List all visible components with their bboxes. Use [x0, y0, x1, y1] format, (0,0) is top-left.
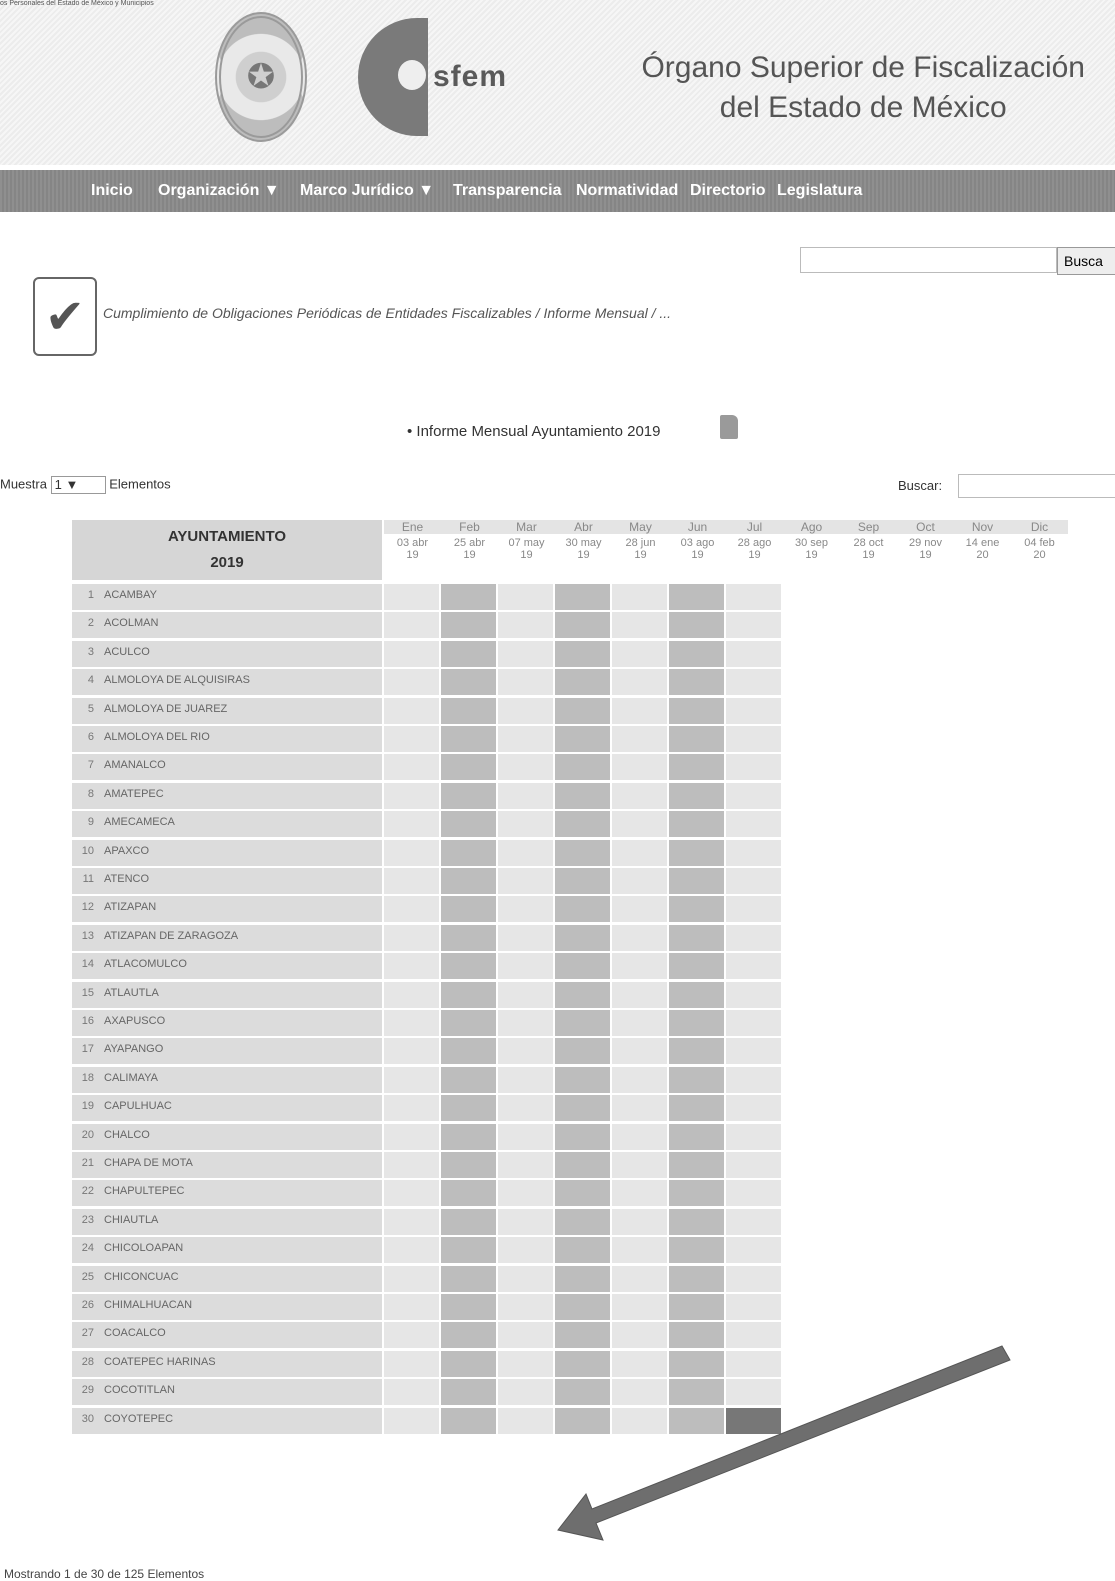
month-name: Dic: [1011, 520, 1068, 534]
nav-organizacion[interactable]: Organización ▼: [158, 182, 280, 199]
header-title: AYUNTAMIENTO: [167, 528, 287, 545]
report-link-label[interactable]: Informe Mensual Ayuntamiento 2019: [416, 423, 661, 440]
row-number: 2: [87, 617, 94, 630]
row-number: 5: [87, 702, 94, 715]
table-search-label: Buscar:: [898, 478, 943, 493]
month-name: Ene: [384, 520, 441, 534]
month-deadline: 30 may: [565, 537, 602, 549]
municipality-name: COCOTITLAN: [104, 1384, 175, 1397]
month-deadline-year: 19: [520, 549, 533, 561]
row-number: 9: [87, 816, 94, 829]
nav-transparencia[interactable]: Transparencia: [453, 182, 562, 199]
report-link[interactable]: • Informe Mensual Ayuntamiento 2019: [407, 423, 661, 440]
municipality-name: AYAPANGO: [104, 1043, 164, 1056]
municipality-name: ALMOLOYA DE ALQUISIRAS: [104, 674, 250, 687]
header-year: 2019: [210, 554, 244, 571]
municipality-name: ACULCO: [104, 645, 150, 658]
row-number: 20: [81, 1128, 94, 1141]
row-number: 1: [87, 589, 94, 601]
row-number: 19: [81, 1100, 94, 1113]
month-name: Nov: [954, 520, 1011, 534]
month-name: Mar: [498, 520, 555, 534]
month-deadline: 03 abr: [396, 537, 429, 549]
month-deadline-year: 19: [805, 549, 818, 561]
row-number: 17: [81, 1043, 94, 1056]
row-number: 8: [87, 787, 94, 800]
site-search-button[interactable]: Busca: [1057, 247, 1115, 275]
row-number: 28: [81, 1355, 94, 1368]
nav-normatividad[interactable]: Normatividad: [576, 182, 679, 199]
month-deadline: 28 jun: [625, 537, 656, 549]
osfem-logo-text: sfem: [433, 60, 508, 93]
month-deadline: 25 abr: [453, 537, 486, 549]
municipality-name: CHAPA DE MOTA: [104, 1157, 193, 1169]
municipality-name: CHIMALHUACAN: [104, 1299, 193, 1311]
municipality-name: CHAPULTEPEC: [104, 1185, 185, 1198]
month-deadline: 28 oct: [853, 537, 884, 549]
row-number: 16: [81, 1015, 94, 1027]
municipality-name: COATEPEC HARINAS: [104, 1355, 216, 1368]
municipality-name: APAXCO: [104, 844, 150, 857]
municipality-name: AMANALCO: [104, 759, 166, 772]
month-deadline-year: 20: [1033, 549, 1046, 561]
municipality-name: ATLAUTLA: [104, 986, 159, 999]
month-name: Jun: [669, 520, 726, 534]
municipality-name: CHICONCUAC: [104, 1270, 179, 1283]
municipality-name: CAPULHUAC: [104, 1100, 172, 1113]
municipality-name: CHIAUTLA: [104, 1213, 159, 1226]
municipality-name: ATIZAPAN: [104, 901, 157, 914]
month-deadline-year: 19: [691, 549, 704, 561]
municipality-name: AXAPUSCO: [104, 1015, 166, 1027]
municipality-name: AMATEPEC: [104, 787, 164, 800]
show-prefix: Muestra: [0, 476, 47, 492]
month-name: Abr: [555, 520, 612, 534]
month-name: Jul: [726, 520, 783, 534]
month-name: Feb: [441, 520, 498, 534]
row-number: 18: [81, 1071, 94, 1084]
row-number: 24: [81, 1242, 94, 1255]
row-number: 3: [87, 645, 94, 658]
municipality-name: ALMOLOYA DEL RIO: [104, 731, 210, 743]
month-deadline: 28 ago: [737, 537, 772, 549]
month-deadline: 03 ago: [680, 537, 715, 549]
row-number: 25: [81, 1270, 94, 1283]
municipality-name: CALIMAYA: [104, 1071, 158, 1084]
row-number: 30: [81, 1412, 94, 1425]
municipality-name: CHICOLOAPAN: [104, 1242, 184, 1255]
municipality-name: ATLACOMULCO: [104, 958, 187, 971]
table-info: Mostrando 1 de 30 de 125 Elementos: [4, 1567, 205, 1581]
nav-inicio[interactable]: Inicio: [91, 182, 133, 199]
row-number: 12: [81, 901, 94, 914]
month-name: Oct: [897, 520, 954, 534]
municipality-name: AMECAMECA: [104, 816, 175, 829]
municipality-name: COACALCO: [104, 1327, 166, 1340]
month-deadline-year: 19: [577, 549, 590, 561]
row-number: 22: [81, 1185, 94, 1198]
municipality-name: ACOLMAN: [104, 617, 159, 630]
row-number: 4: [87, 674, 94, 687]
row-number: 27: [81, 1327, 94, 1340]
nav-marco-juridico[interactable]: Marco Jurídico ▼: [300, 182, 435, 199]
row-number: 13: [81, 929, 94, 942]
month-deadline: 07 may: [508, 537, 545, 549]
page-length-value: 1: [54, 477, 62, 492]
nav-legislatura[interactable]: Legislatura: [777, 182, 863, 199]
month-name: Sep: [840, 520, 897, 534]
top-note: os Personales del Estado de México y Municipios: [0, 0, 154, 7]
checkmark-icon: ✔: [33, 277, 97, 356]
row-number: 26: [81, 1299, 94, 1311]
month-deadline: 14 ene: [965, 537, 1000, 549]
org-title-line2: del Estado de México: [719, 91, 1007, 124]
municipality-name: ATIZAPAN DE ZARAGOZA: [104, 929, 239, 942]
month-deadline: 04 feb: [1024, 537, 1055, 549]
municipality-name: CHALCO: [104, 1128, 150, 1141]
row-number: 11: [82, 873, 94, 885]
breadcrumb: Cumplimiento de Obligaciones Periódicas de Entidades Fiscalizables / Informe Mensual / ...: [103, 305, 672, 321]
row-number: 23: [81, 1213, 94, 1226]
nav-directorio[interactable]: Directorio: [690, 182, 766, 199]
month-deadline: 30 sep: [794, 537, 829, 549]
month-deadline-year: 19: [862, 549, 875, 561]
month-deadline-year: 19: [634, 549, 647, 561]
month-deadline-year: 19: [919, 549, 932, 561]
org-title-line1: Órgano Superior de Fiscalización: [641, 51, 1085, 84]
row-number: 6: [87, 731, 94, 743]
show-suffix: Elementos: [109, 476, 171, 492]
month-name: May: [612, 520, 669, 534]
municipality-name: ALMOLOYA DE JUAREZ: [104, 702, 228, 715]
page-length-select[interactable]: 1 ▼: [51, 476, 106, 494]
month-deadline-year: 19: [406, 549, 419, 561]
row-number: 21: [81, 1157, 94, 1169]
state-seal-icon: ✪: [215, 12, 307, 142]
month-deadline-year: 19: [748, 549, 761, 561]
row-number: 10: [81, 844, 94, 857]
row-number: 14: [81, 958, 94, 971]
municipality-name: ATENCO: [104, 873, 150, 885]
row-number: 15: [81, 986, 94, 999]
municipality-name: ACAMBAY: [104, 589, 157, 601]
row-number: 29: [81, 1384, 94, 1397]
municipality-name: COYOTEPEC: [104, 1412, 174, 1425]
month-deadline: 29 nov: [908, 537, 943, 549]
month-deadline-year: 19: [463, 549, 476, 561]
row-number: 7: [87, 759, 94, 772]
month-name: Ago: [783, 520, 840, 534]
month-deadline-year: 20: [976, 549, 989, 561]
